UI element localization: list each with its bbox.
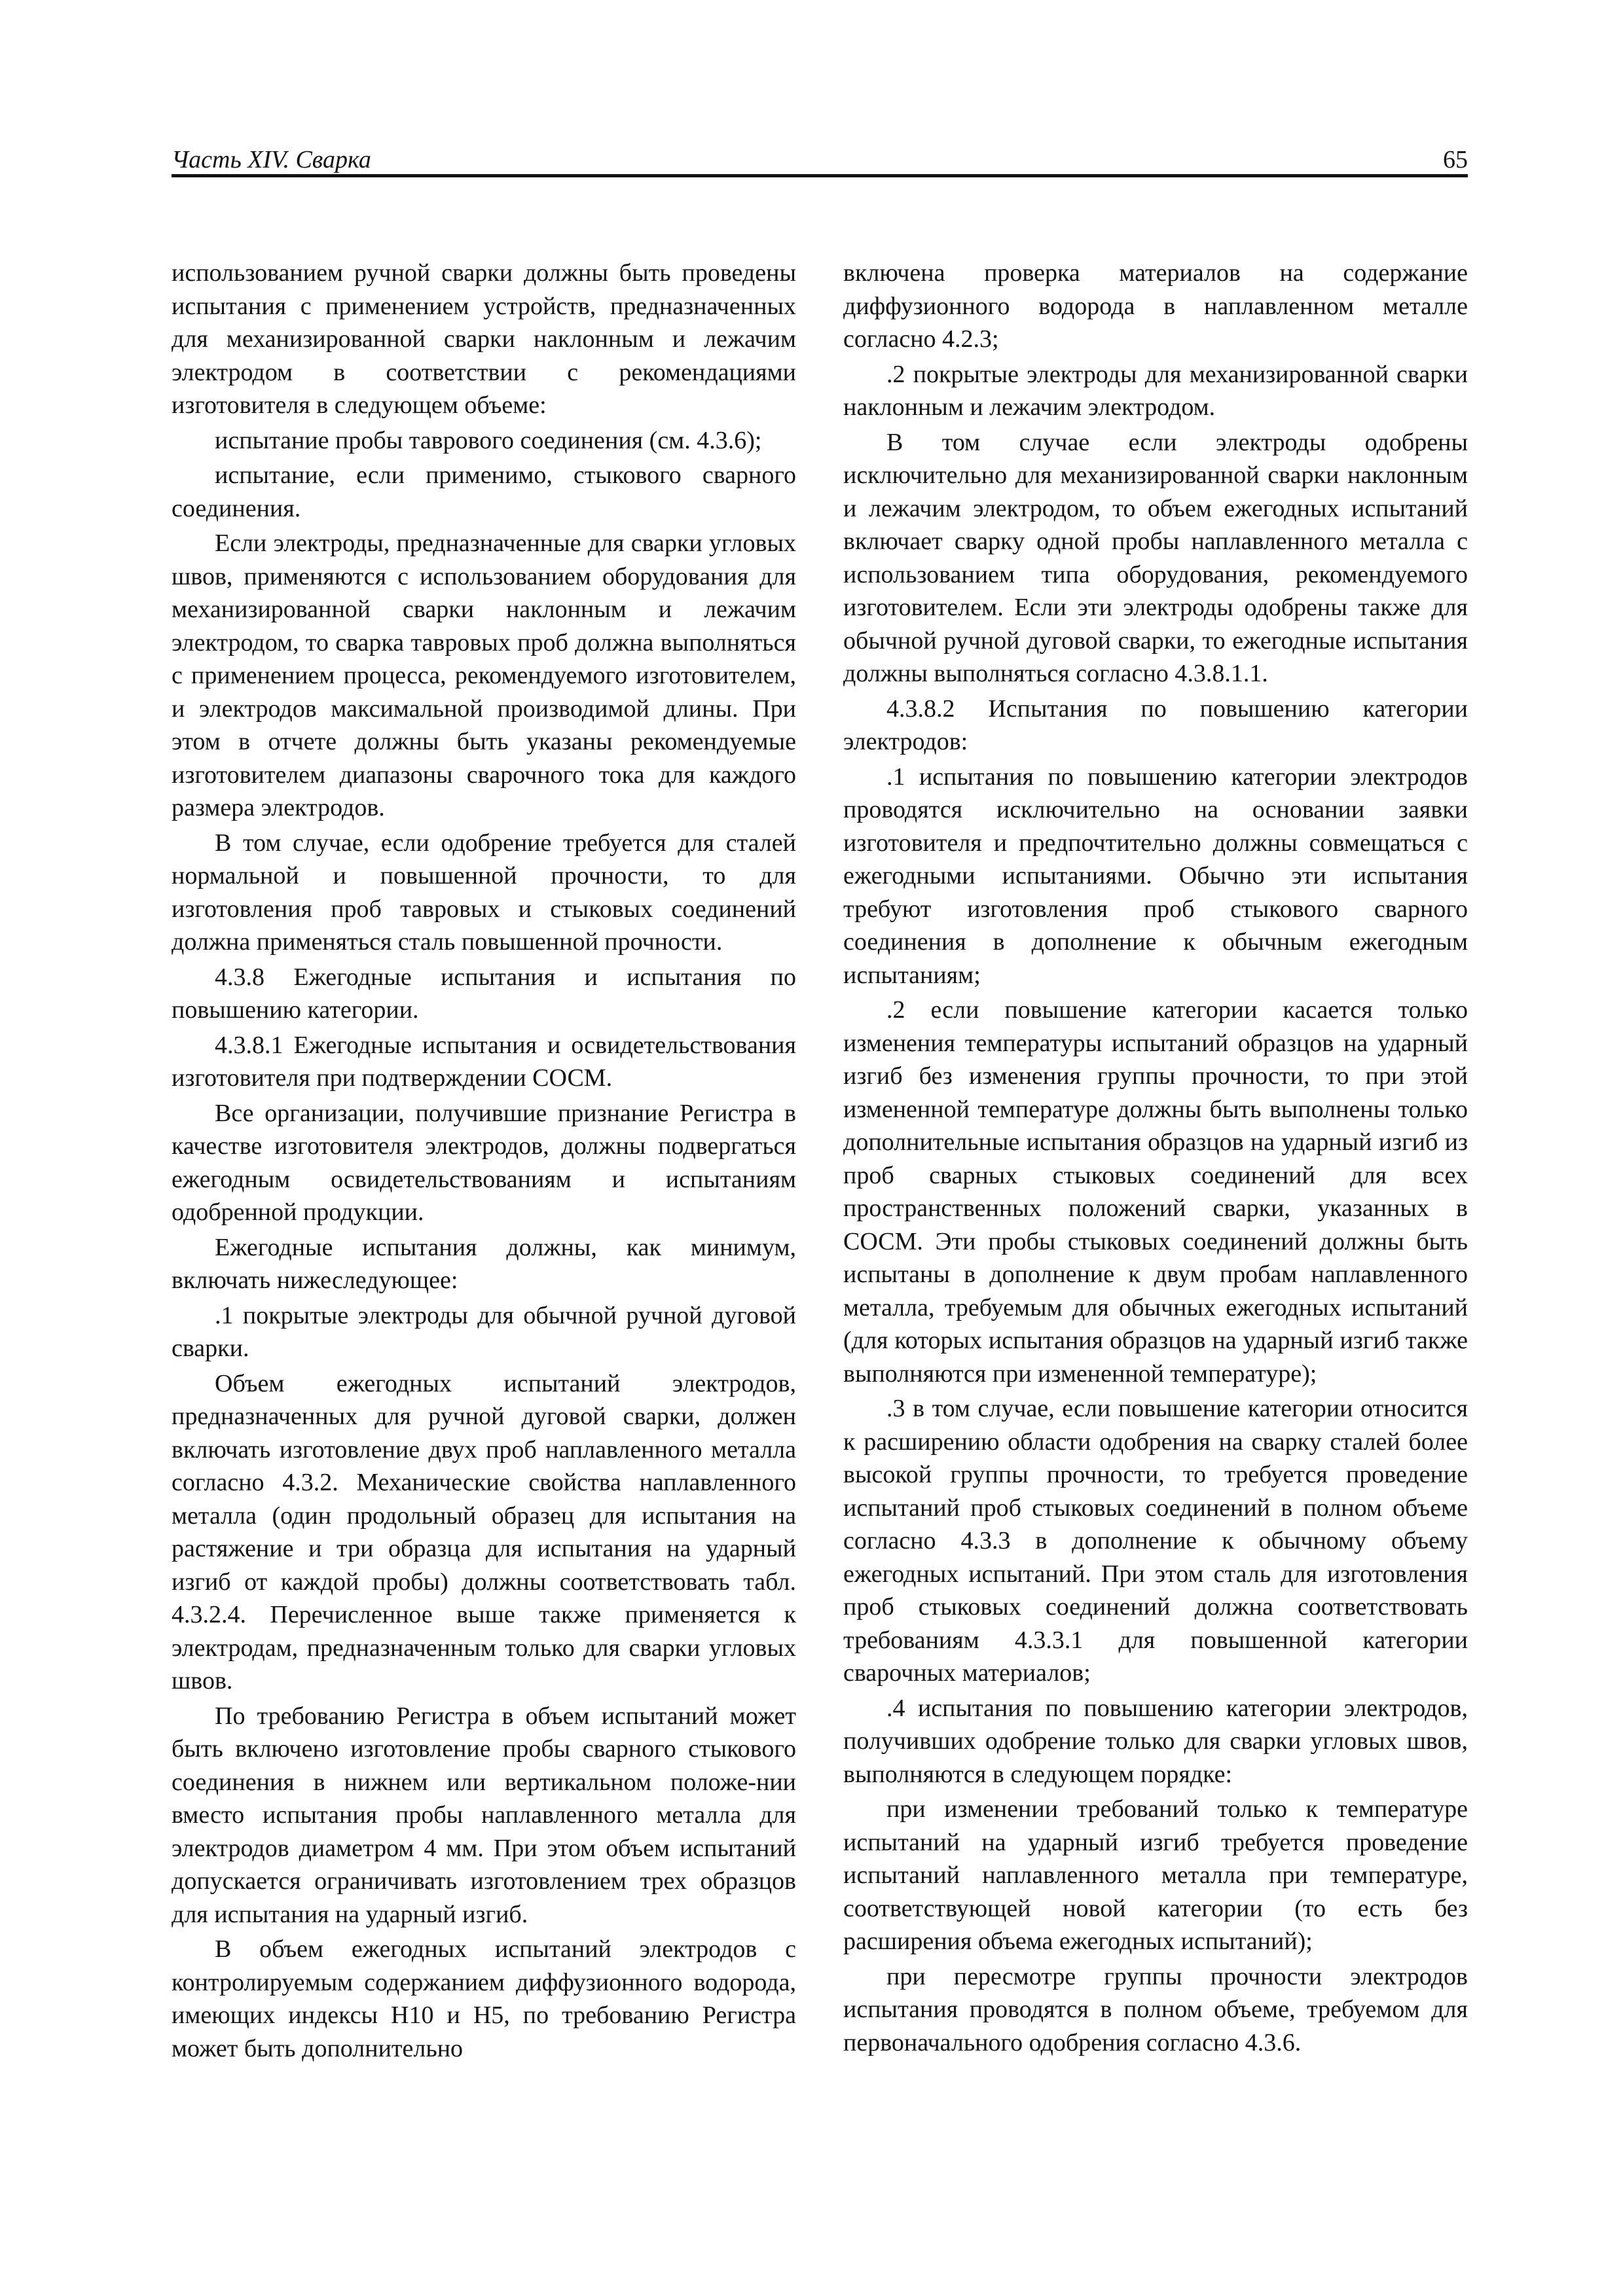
list-item: .3 в том случае, если повышение категории относится к расширению области одобрения на сварку сталей более высокой группы прочности, то требуется проведение испытаний проб стыковых соединений в полном объеме согласно 4.3.3 в дополнение к обычному объему ежегодных испытаний. При этом сталь для изготовления проб стыковых соединений должна соответствовать требованиям 4.3.3.1 для повышенной категории сварочных материалов; <box>843 1395 1468 1687</box>
section-heading-4-3-8-1: 4.3.8.1 Ежегодные испытания и освидетельствования изготовителя при подтверждении СОСМ. <box>172 1031 796 1092</box>
running-header-title: Часть XIV. Сварка <box>172 146 371 173</box>
paragraph: испытание, если применимо, стыкового сварного соединения. <box>172 461 796 522</box>
paragraph: Все организации, получившие признание Регистра в качестве изготовителя электродов, должны подвергаться ежегодным освидетельствованиям и испытаниям одобренной продукции. <box>172 1099 796 1226</box>
page-number: 65 <box>1443 146 1468 173</box>
right-text-column <box>843 257 1468 2059</box>
paragraph: при пересмотре группы прочности электродов испытания проводятся в полном объеме, требуемом для первоначального одобрения согласно 4.3.6. <box>843 1962 1468 2056</box>
paragraph: В том случае если электроды одобрены исключительно для механизированной сварки наклонным и лежачим электродом, то объем ежегодных испытаний включает сварку одной пробы наплавленного металла с использованием типа оборудования, рекомендуемого изготовителем. Если эти электроды одобрены также для обычной ручной дуговой сварки, то ежегодные испытания должны выполняться согласно 4.3.8.1.1. <box>843 428 1468 687</box>
header-divider <box>172 174 1468 177</box>
section-heading-4-3-8: 4.3.8 Ежегодные испытания и испытания по повышению категории. <box>172 963 796 1024</box>
list-item: .2 покрытые электроды для механизированной сварки наклонным и лежачим электродом. <box>843 360 1468 421</box>
paragraph: В объем ежегодных испытаний электродов с контролируемым содержанием диффузионного водорода, имеющих индексы Н10 и Н5, по требованию Регистра может быть дополнительно <box>172 1935 796 2062</box>
paragraph: Ежегодные испытания должны, как минимум, включать нижеследующее: <box>172 1233 796 1294</box>
paragraph: использованием ручной сварки должны быть проведены испытания с применением устройств, предназначенных для механизированной сварки наклонным и лежачим электродом в соответствии с рекомендациями изготовителя в следующем объеме: <box>172 259 796 419</box>
paragraph: Если электроды, предназначенные для сварки угловых швов, применяются с использованием оборудования для механизированной сварки наклонным и лежачим электродом, то сварка тавровых проб должна выполняться с применением процесса, рекомендуемого изготовителем, и электродов максимальной производимой длины. При этом в отчете должны быть указаны рекомендуемые изготовителем диапазоны сварочного тока для каждого размера электродов. <box>172 529 796 821</box>
paragraph: Объем ежегодных испытаний электродов, предназначенных для ручной дуговой сварки, должен включать изготовление двух проб наплавленного металла согласно 4.3.2. Механические свойства наплавленного металла (один продольный образец для испытания на растяжение и три образца для испытания на ударный изгиб от каждой пробы) должны соответствовать табл. 4.3.2.4. Перечисленное выше также применяется к электродам, предназначенным только для сварки угловых швов. <box>172 1369 796 1695</box>
paragraph: В том случае, если одобрение требуется для сталей нормальной и повышенной прочности, то для изготовления проб тавровых и стыковых соединений должна применяться сталь повышенной прочности. <box>172 829 796 956</box>
left-text-column <box>172 257 796 2065</box>
paragraph: По требованию Регистра в объем испытаний может быть включено изготовление пробы сварного стыкового соединения в нижнем или вертикальном положе-нии вместо испытания пробы наплавленного металла для электродов диаметром 4 мм. При этом объем испытаний допускается ограничивать изготовлением трех образцов для испытания на ударный изгиб. <box>172 1702 796 1928</box>
list-item: .1 покрытые электроды для обычной ручной дуговой сварки. <box>172 1301 796 1362</box>
paragraph: при изменении требований только к температуре испытаний на ударный изгиб требуется проведение испытаний наплавленного металла при температуре, соответствующей новой категории (то есть без расширения объема ежегодных испытаний); <box>843 1795 1468 1955</box>
section-heading-4-3-8-2: 4.3.8.2 Испытания по повышению категории электродов: <box>843 694 1468 755</box>
list-item: .2 если повышение категории касается только изменения температуры испытаний образцов на ударный изгиб без изменения группы прочности, то при этой измененной температуре должны быть выполнены только дополнительные испытания образцов на ударный изгиб из проб сварных стыковых соединений для всех пространственных положений сварки, указанных в СОСМ. Эти пробы стыковых соединений должны быть испытаны в дополнение к двум пробам наплавленного металла, требуемым для обычных ежегодных испытаний (для которых испытания образцов на ударный изгиб также выполняются при измененной температуре); <box>843 996 1468 1388</box>
list-item: .4 испытания по повышению категории электродов, получивших одобрение только для сварки угловых швов, выполняются в следующем порядке: <box>843 1694 1468 1788</box>
paragraph: испытание пробы таврового соединения (см. 4.3.6); <box>215 426 762 454</box>
list-item: .1 испытания по повышению категории электродов проводятся исключительно на основании заявки изготовителя и предпочтительно должны совмещаться с ежегодными испытаниями. Обычно эти испытания требуют изготовления проб стыкового сварного соединения в дополнение к обычным ежегодным испытаниям; <box>843 762 1468 989</box>
paragraph: включена проверка материалов на содержание диффузионного водорода в наплавленном металле согласно 4.2.3; <box>843 259 1468 353</box>
